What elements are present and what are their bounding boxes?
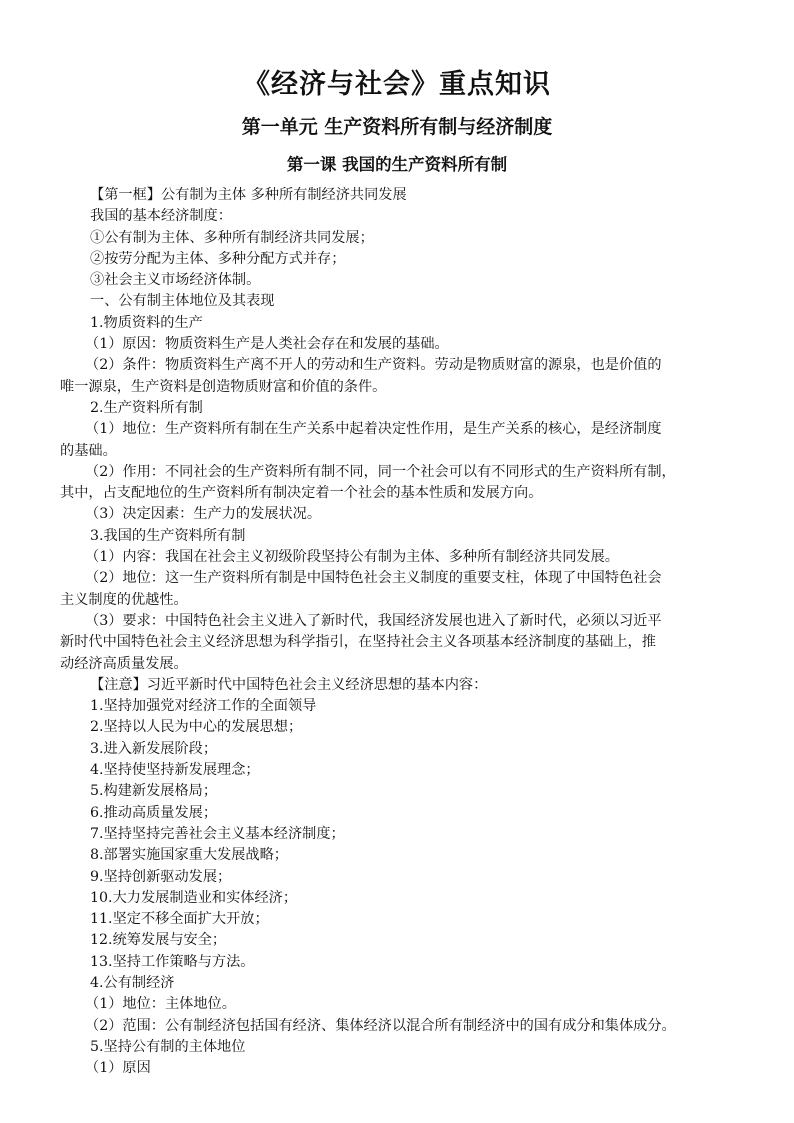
list-item: 9.坚持创新驱动发展； xyxy=(90,868,232,885)
text-line: 2.生产资料所有制 xyxy=(90,399,203,416)
text-line: 4.公有制经济 xyxy=(90,974,175,991)
text-line: 我国的基本经济制度： xyxy=(90,208,232,225)
text-line: 主义制度的优越性。 xyxy=(60,591,188,608)
list-item: 12.统筹发展与安全； xyxy=(90,932,227,949)
text-line: （2）作用：不同社会的生产资料所有制不同，同一个社会可以有不同形式的生产资料所有制， xyxy=(85,463,676,480)
lesson-title: 第一课 我国的生产资料所有制 xyxy=(286,155,508,174)
text-line: （2）范围：公有制经济包括国有经济、集体经济以混合所有制经济中的国有成分和集体成分。 xyxy=(85,1017,676,1034)
text-line: 5.坚持公有制的主体地位 xyxy=(90,1038,246,1055)
text-line: 1.物质资料的生产 xyxy=(90,314,203,331)
text-line: （1）地位：生产资料所有制在生产关系中起着决定性作用，是生产关系的核心，是经济制度 xyxy=(85,421,662,438)
text-line: （1）地位：主体地位。 xyxy=(85,996,236,1013)
section-heading: 一、公有制主体地位及其表现 xyxy=(90,293,275,310)
text-line: 3.我国的生产资料所有制 xyxy=(90,527,246,544)
text-line: （2）条件：物质资料生产离不开人的劳动和生产资料。劳动是物质财富的源泉，也是价值的 xyxy=(85,357,662,374)
section-heading: 【第一框】公有制为主体 多种所有制经济共同发展 xyxy=(90,187,407,203)
list-item: 7.坚持坚持完善社会主义基本经济制度； xyxy=(90,825,345,842)
list-item: 1.坚持加强党对经济工作的全面领导 xyxy=(90,698,317,715)
text-line: ③社会主义市场经济体制。 xyxy=(90,272,261,289)
text-line: 唯一源泉，生产资料是创造物质财富和价值的条件。 xyxy=(60,378,387,395)
list-item: 4.坚持使坚持新发展理念； xyxy=(90,762,260,779)
text-line: ①公有制为主体、多种所有制经济共同发展； xyxy=(90,229,374,246)
note-heading: 【注意】习近平新时代中国特色社会主义经济思想的基本内容： xyxy=(90,676,488,693)
list-item: 2.坚持以人民为中心的发展思想； xyxy=(90,719,303,736)
text-line: 新时代中国特色社会主义经济思想为科学指引，在坚持社会主义各项基本经济制度的基础上，推 xyxy=(60,634,656,651)
text-line: 动经济高质量发展。 xyxy=(60,655,188,672)
text-line: ②按劳分配为主体、多种分配方式并存； xyxy=(90,250,346,267)
document-body xyxy=(60,185,736,1079)
text-line: （3）要求：中国特色社会主义进入了新时代，我国经济发展也进入了新时代，必须以习近平 xyxy=(85,612,662,629)
text-line: 其中，占支配地位的生产资料所有制决定着一个社会的基本性质和发展方向。 xyxy=(60,485,543,502)
text-line: （3）决定因素：生产力的发展状况。 xyxy=(85,506,322,523)
document-title: 《经济与社会》重点知识 xyxy=(243,69,551,100)
text-line: 的基础。 xyxy=(60,442,117,459)
list-item: 5.构建新发展格局； xyxy=(90,783,218,800)
list-item: 3.进入新发展阶段； xyxy=(90,740,218,757)
text-line: （1）内容：我国在社会主义初级阶段坚持公有制为主体、多种所有制经济共同发展。 xyxy=(85,549,619,566)
list-item: 10.大力发展制造业和实体经济； xyxy=(90,889,298,906)
list-item: 11.坚定不移全面扩大开放； xyxy=(90,911,269,928)
unit-title: 第一单元 生产资料所有制与经济制度 xyxy=(241,116,553,138)
text-line: （2）地位：这一生产资料所有制是中国特色社会主义制度的重要支柱，体现了中国特色社会 xyxy=(85,570,662,587)
text-line: （1）原因 xyxy=(85,1060,151,1077)
text-line: （1）原因：物质资料生产是人类社会存在和发展的基础。 xyxy=(85,336,449,353)
list-item: 6.推动高质量发展； xyxy=(90,804,218,821)
list-item: 13.坚持工作策略与方法。 xyxy=(90,953,255,970)
list-item: 8.部署实施国家重大发展战略； xyxy=(90,847,288,864)
